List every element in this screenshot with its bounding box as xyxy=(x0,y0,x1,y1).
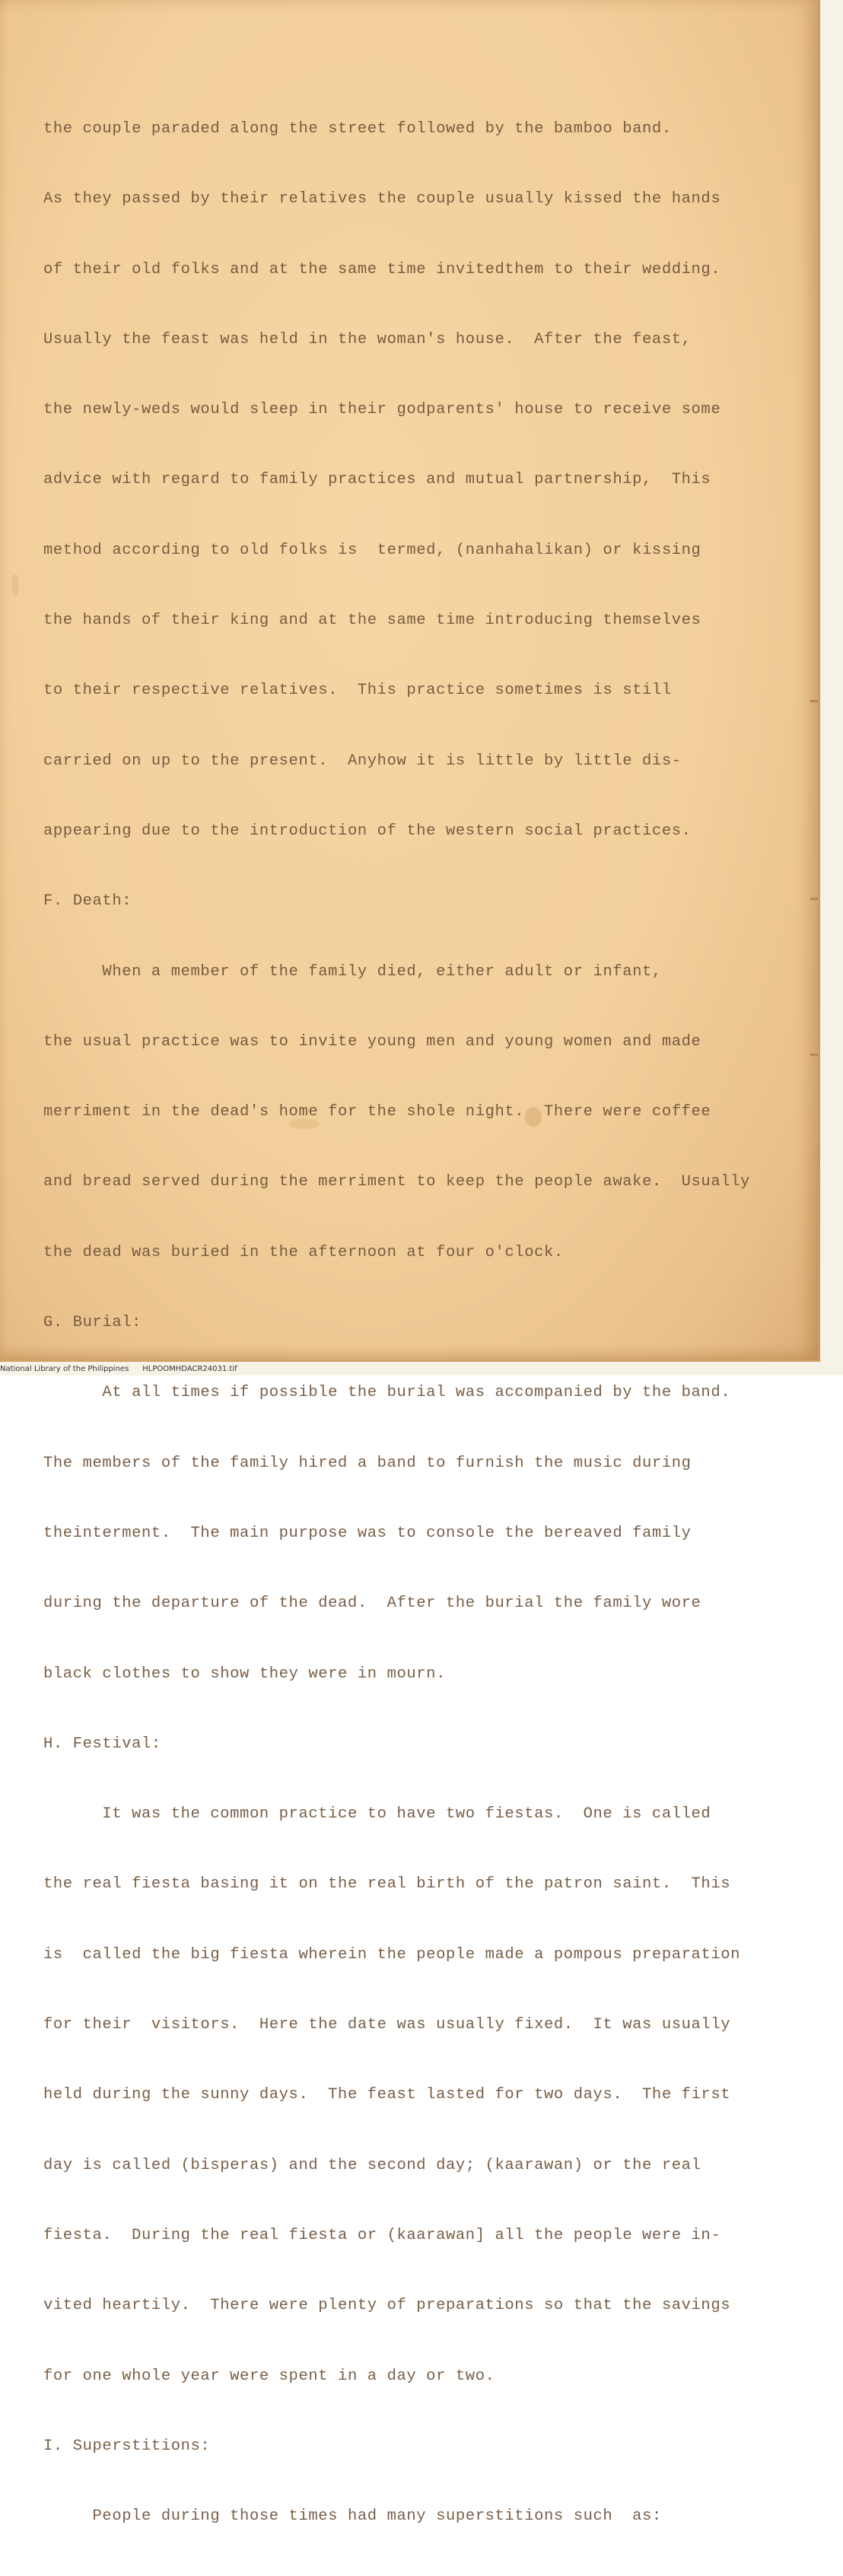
footer-file-id: HLPOOMHDACR24031.tif xyxy=(142,1365,237,1373)
text-line: black clothes to show they were in mourn. xyxy=(43,1665,446,1683)
paper-stain xyxy=(11,574,19,596)
section-heading-death: F. Death: xyxy=(43,892,132,911)
page-edge-tear xyxy=(810,1054,818,1056)
text-line: merriment in the dead's home for the shole night. There were coffee xyxy=(43,1103,711,1121)
section-heading-burial: G. Burial: xyxy=(43,1314,142,1332)
page-edge-tear xyxy=(810,700,818,702)
text-line: Usually the feast was held in the woman's house. After the feast, xyxy=(43,330,692,348)
text-line: for their visitors. Here the date was usually fixed. It was usually xyxy=(43,2016,731,2034)
text-line: the hands of their king and at the same time introducing themselves xyxy=(43,612,701,630)
text-line: for one whole year were spent in a day or two. xyxy=(43,2367,495,2385)
section-heading-festival: H. Festival: xyxy=(43,1735,161,1753)
text-line: People during those times had many superstitions such as: xyxy=(43,2508,662,2526)
text-line: the dead was buried in the afternoon at four o'clock. xyxy=(43,1243,564,1261)
text-line: vited heartily. There were plenty of preparations so that the savings xyxy=(43,2297,731,2315)
text-line: during the departure of the dead. After the burial the family wore xyxy=(43,1595,701,1613)
text-line: fiesta. During the real fiesta or (kaarawan] all the people were in- xyxy=(43,2226,721,2244)
text-line: advice with regard to family practices and mutual partnership, This xyxy=(43,471,711,489)
text-line: of their old folks and at the same time invitedthem to their wedding. xyxy=(43,260,721,278)
text-line: As they passed by their relatives the couple usually kissed the hands xyxy=(43,190,721,208)
text-line: appearing due to the introduction of the western social practices. xyxy=(43,822,692,840)
text-line: The members of the family hired a band to furnish the music during xyxy=(43,1454,692,1472)
text-line: day is called (bisperas) and the second day; (kaarawan) or the real xyxy=(43,2156,701,2174)
text-line: the newly-weds would sleep in their godparents' house to receive some xyxy=(43,401,721,419)
scan-footer xyxy=(0,1363,843,1375)
section-heading-superstitions: I. Superstitions: xyxy=(43,2437,211,2455)
typed-text-body xyxy=(43,84,804,2576)
text-line: is called the big fiesta wherein the people made a pompous preparation xyxy=(43,1945,741,1964)
text-line: held during the sunny days. The feast lasted for two days. The first xyxy=(43,2086,731,2104)
page-edge-tear xyxy=(810,898,818,900)
text-line: the real fiesta basing it on the real birth of the patron saint. This xyxy=(43,1875,731,1894)
text-line: theinterment. The main purpose was to console the bereaved family xyxy=(43,1524,692,1542)
text-line: and bread served during the merriment to keep the people awake. Usually xyxy=(43,1173,750,1191)
text-line: When a member of the family died, either adult or infant, xyxy=(43,962,662,981)
footer-institution: National Library of the Philippines xyxy=(0,1365,129,1373)
text-line: At all times if possible the burial was accompanied by the band. xyxy=(43,1384,731,1402)
text-line: It was the common practice to have two fiestas. One is called xyxy=(43,1805,711,1824)
text-line: carried on up to the present. Anyhow it is little by little dis- xyxy=(43,752,682,770)
text-line: to their respective relatives. This practice sometimes is still xyxy=(43,682,672,700)
text-line: the usual practice was to invite young men and young women and made xyxy=(43,1032,701,1051)
text-line: method according to old folks is termed, (nanhahalikan) or kissing xyxy=(43,541,701,559)
text-line: the couple paraded along the street followed by the bamboo band. xyxy=(43,120,672,138)
